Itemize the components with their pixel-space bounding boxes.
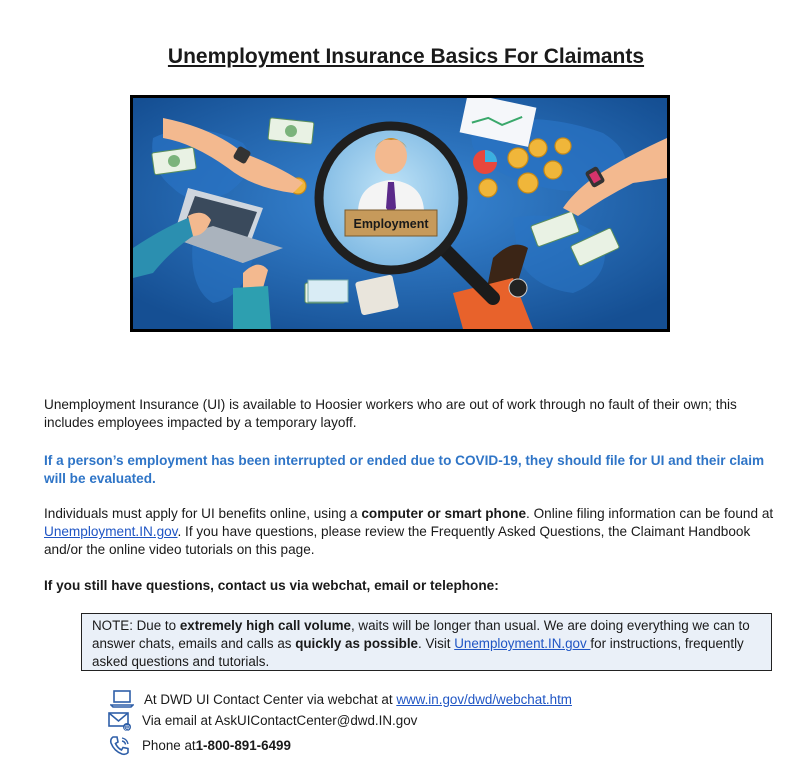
phone-number[interactable]: 1-800-891-6499 [195,738,291,753]
paragraph-eligibility: Unemployment Insurance (UI) is available to Hoosier workers who are out of work through no fault of their own; this includes employees impacted by a temporary layoff. [44,397,737,430]
employment-sign: Employment [353,217,429,231]
note-unemployment-link[interactable]: Unemployment.IN.gov [454,636,591,651]
contact-heading: If you still have questions, contact us via webchat, email or telephone: [44,578,499,593]
money-bill-icon [268,118,314,144]
unemployment-link[interactable]: Unemployment.IN.gov [44,524,178,539]
note-box: NOTE: Due to extremely high call volume, waits will be longer than usual. We are doing everything we can to answer chats, emails and calls as quickly as possible. Visit Unemployment.IN.gov for instructions, frequently asked questions and tutorials. [81,613,772,671]
contact-email: @ Via email at AskUIContactCenter@dwd.IN.gov [108,710,417,732]
email-icon [108,710,132,732]
contact-webchat: At DWD UI Contact Center via webchat at www.in.gov/dwd/webchat.htm [110,689,572,711]
phone-icon [108,735,132,757]
laptop-icon [110,689,134,711]
paragraph-covid: If a person’s employment has been interrupted or ended due to COVID-19, they should file for UI and their claim will be evaluated. [44,453,765,486]
hero-svg [133,98,667,329]
contact-phone: Phone at 1-800-891-6499 [108,735,291,757]
hero-illustration [130,95,670,332]
svg-text:@: @ [124,724,130,732]
page-title: Unemployment Insurance Basics For Claimants [167,45,645,68]
webchat-link[interactable]: www.in.gov/dwd/webchat.htm [396,692,572,707]
paragraph-apply-online: Individuals must apply for UI benefits online, using a computer or smart phone. Online filing information can be found at Unemployment.IN.gov. If you have questions, please review the Frequently Asked Questions, the Claimant Handbook and/or the online video tutorials on this page. [44,506,774,557]
